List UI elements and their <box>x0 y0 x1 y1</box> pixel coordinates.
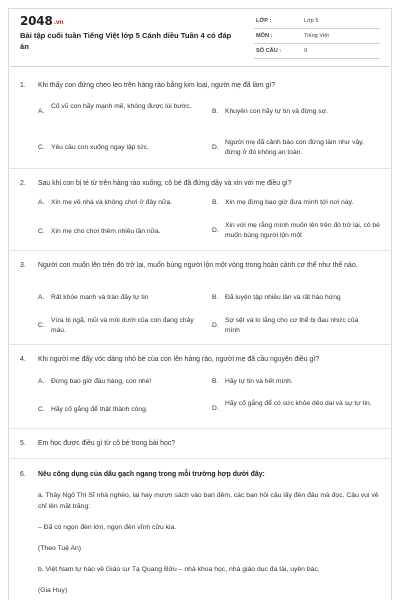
source-a: (Theo Tuệ An) <box>38 545 82 552</box>
question-text: Em học được điều gì từ cô bé trong bài học? <box>38 440 176 447</box>
option-text: Xin mẹ cho chơi thêm nhiều lần nữa. <box>51 228 161 235</box>
question-separator <box>10 458 390 459</box>
option-text: Hãy cố gắng để thật thành công. <box>51 406 148 413</box>
worksheet-page: 2048.vn Bài tập cuối tuần Tiếng Việt lớp 5 Cánh diều Tuần 4 có đáp án LỚP : Lớp 5 MÔN : Tiếng Việt SỐ CÂU : 9 1. Khi thấy con đứng cheo leo trên hàng rào bằng kim loại, người mẹ đã làm gì? A. Cố vũ con hãy mạnh mẽ, không được lùi bước. B. Khuyên con hãy tự tin và đừng sợ. C. Yêu cầu con xuống ngay lập tức. D. Người mẹ đã cảnh báo con đừng làm như vậy, đứng ở đó không an toàn. 2. Sau khi con bị té từ trên hàng rào xuống, cô bé đã đứng dậy và xin với mẹ điều gì? A. Xin mẹ về nhà và không chơi ở đây nữa. B. Xin mẹ đừng bao giờ đưa mình tới nơi này. C. Xin mẹ cho chơi thêm nhiều lần nữa. D. Xin với mẹ rằng mình muốn lên trên đó trở lại, cô bé muốn bùng người lộn một 3. Người con muốn lên trên đó trở lại, muốn bùng người lộn một vòng trong hoàn cảnh cơ thể như thế nào. A. Rất khỏe mạnh và tràn đầy tự tin B. Đã luyện tập nhiều lần và rất hào hứng C. Vừa bị ngã, mũi và môi dưới của con đang chảy máu. D. Sợ sệt và lo lắng cho cơ thể bị đau nhức của mình 4. Khi người mẹ đẩy vóc dáng nhỏ bé của con lên hàng rào, người mẹ đã cầu nguyện điều gì? A. Đừng bao giờ đầu hàng, con nhé! B. Hãy tự tin và hết mình. C. Hãy cố gắng để thật thành công. D. Hãy cố gắng để có sức khỏe dẻo dai và sự tự tin. 5. Em học được điều gì từ cô bé trong bài học? 6. Nêu công dụng của dấu gạch ngang trong mỗi trường hợp dưới đây: a. Thầy Ngô Thì Sĩ nhà nghèo, lại hay mượn sách vào ban đêm, các bạn hỏi cậu lấy đèn đâu mà đọc. Cậu vui vẻ chỉ lên mặt trăng: – Đã có ngọn đèn lớn, ngọn đèn vĩnh cửu kia. (Theo Tuệ An) b. Việt Nam tự hào về Giáo sư Tạ Quang Bửu – nhà khoa học, nhà giáo dục đa tài, uyên bác. (Gia Huy) <box>0 0 400 600</box>
option-text: Vừa bị ngã, mũi và môi dưới của con đang chảy máu. <box>51 317 194 334</box>
option-text: Cố vũ con hãy mạnh mẽ, không được lùi bước. <box>51 103 192 110</box>
document-title: Bài tập cuối tuần Tiếng Việt lớp 5 Cánh diều Tuần 4 có đáp án <box>20 31 232 51</box>
option-text: Xin với mẹ rằng mình muốn lên trên đó trở lại, cô bé muốn bùng người lộn một <box>225 222 380 239</box>
option-text: Rất khỏe mạnh và tràn đầy tự tin <box>51 294 149 301</box>
question-separator <box>10 250 390 251</box>
question-text: Sau khi con bị té từ trên hàng rào xuống, cô bé đã đứng dậy và xin với mẹ điều gì? <box>38 180 292 187</box>
option-text: Hãy cố gắng để có sức khỏe dẻo dai và sự tự tin. <box>225 400 372 407</box>
question-number: 4. <box>20 356 26 363</box>
option-text: Khuyên con hãy tự tin và đừng sợ. <box>225 108 328 115</box>
option-text: Đừng bao giờ đầu hàng, con nhé! <box>51 378 152 385</box>
question-text: Khi người mẹ đẩy vóc dáng nhỏ bé của con lên hàng rào, người mẹ đã cầu nguyện điều gì? <box>38 356 320 363</box>
header <box>20 14 380 58</box>
option-text: Yêu cầu con xuống ngay lập tức. <box>51 144 149 151</box>
option-text: Xin mẹ về nhà và không chơi ở đây nữa. <box>51 199 173 206</box>
question-separator <box>10 168 390 169</box>
logo-suffix: .vn <box>53 19 64 26</box>
meta-row-class <box>254 14 380 29</box>
question-separator <box>10 344 390 345</box>
header-divider <box>10 66 390 67</box>
quote-line: – Đã có ngọn đèn lớn, ngọn đèn vĩnh cửu kia. <box>38 524 177 531</box>
site-logo[interactable] <box>20 14 63 28</box>
source-b: (Gia Huy) <box>38 587 68 594</box>
question-number: 3. <box>20 262 26 269</box>
logo-text: 2048 <box>20 14 53 28</box>
question-number: 6. <box>20 471 26 478</box>
meta-key: LỚP : <box>256 18 272 24</box>
meta-row-subject <box>254 29 380 44</box>
option-text: Hãy tự tin và hết mình. <box>225 378 293 385</box>
meta-key: MÔN : <box>256 33 273 39</box>
meta-value: 9 <box>304 48 308 54</box>
meta-value: Lớp 5 <box>304 18 319 24</box>
question-text: Người con muốn lên trên đó trở lại, muốn bùng người lộn một vòng trong hoàn cảnh cơ thể như thế nào. <box>38 262 358 269</box>
question-number: 1. <box>20 82 26 89</box>
meta-table <box>254 14 380 59</box>
question-number: 2. <box>20 180 26 187</box>
question-text: Nêu công dụng của dấu gạch ngang trong mỗi trường hợp dưới đây: <box>38 471 265 478</box>
paragraph-a: a. Thầy Ngô Thì Sĩ nhà nghèo, lại hay mượn sách vào ban đêm, các bạn hỏi cậu lấy đèn đâu mà đọc. Cậu vui vẻ chỉ lên mặt trăng: <box>38 492 379 510</box>
meta-row-count <box>254 44 380 59</box>
option-text: Đã luyện tập nhiều lần và rất hào hứng <box>225 294 341 301</box>
question-number: 5. <box>20 440 26 447</box>
option-text: Người mẹ đã cảnh báo con đừng làm như vậy, đứng ở đó không an toàn. <box>225 139 364 156</box>
paragraph-b: b. Việt Nam tự hào về Giáo sư Tạ Quang Bửu – nhà khoa học, nhà giáo dục đa tài, uyên bác. <box>38 566 320 573</box>
question-text: Khi thấy con đứng cheo leo trên hàng rào bằng kim loại, người mẹ đã làm gì? <box>38 82 276 89</box>
option-text: Sợ sệt và lo lắng cho cơ thể bị đau nhức của mình <box>225 317 359 334</box>
option-text: Xin mẹ đừng bao giờ đưa mình tới nơi này. <box>225 199 354 206</box>
meta-key: SỐ CÂU : <box>256 48 282 54</box>
question-separator <box>10 428 390 429</box>
meta-value: Tiếng Việt <box>304 33 329 39</box>
